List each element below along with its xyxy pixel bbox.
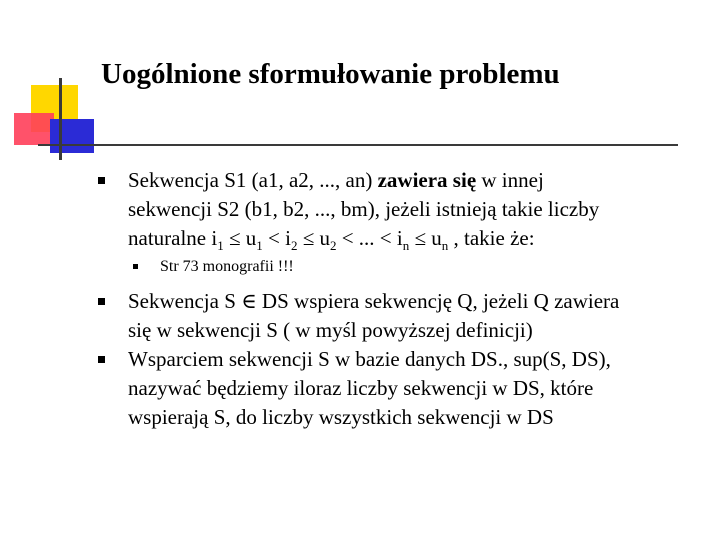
bullet-icon [98,298,105,305]
decor-red-square [14,113,54,145]
title-divider [38,144,678,146]
bullet2-line2: się w sekwencji S ( w myśl powyższej definicji) [128,318,533,342]
bullet-item-2 [128,287,688,345]
bullet3-line3: wspierają S, do liczby wszystkich sekwencji w DS [128,405,554,429]
bullet1-text-b: w innej [476,168,544,192]
decor-blue-square [50,119,94,153]
bullet-icon [98,177,105,184]
bullet3-line2: nazywać będziemy iloraz liczby sekwencji w DS, które [128,376,594,400]
bullet1-bold-term: zawiera się [377,168,477,192]
sub-bullet-item: Str 73 monografii !!! [160,258,294,275]
bullet-item-3 [128,345,698,432]
bullet1-line2: sekwencji S2 (b1, b2, ..., bm), jeżeli istnieją takie liczby [128,197,600,221]
sub-bullet-icon [133,264,138,269]
slide-title: Uogólnione sformułowanie problemu [101,58,560,90]
bullet3-line1: Wsparciem sekwencji S w bazie danych DS., sup(S, DS), [128,347,611,371]
bullet2-line1: Sekwencja S ∈ DS wspiera sekwencję Q, jeżeli Q zawiera [128,289,620,313]
bullet1-text-a: Sekwencja S1 (a1, a2, ..., an) [128,168,378,192]
bullet-item-1 [128,166,688,253]
decor-vertical-line [59,78,62,160]
bullet-icon [98,356,105,363]
bullet1-line3: naturalne $i_1 \le u_1 < i_2 \le u_2$ < ... < $i_n \le u_n$ , takie że: [128,226,535,254]
